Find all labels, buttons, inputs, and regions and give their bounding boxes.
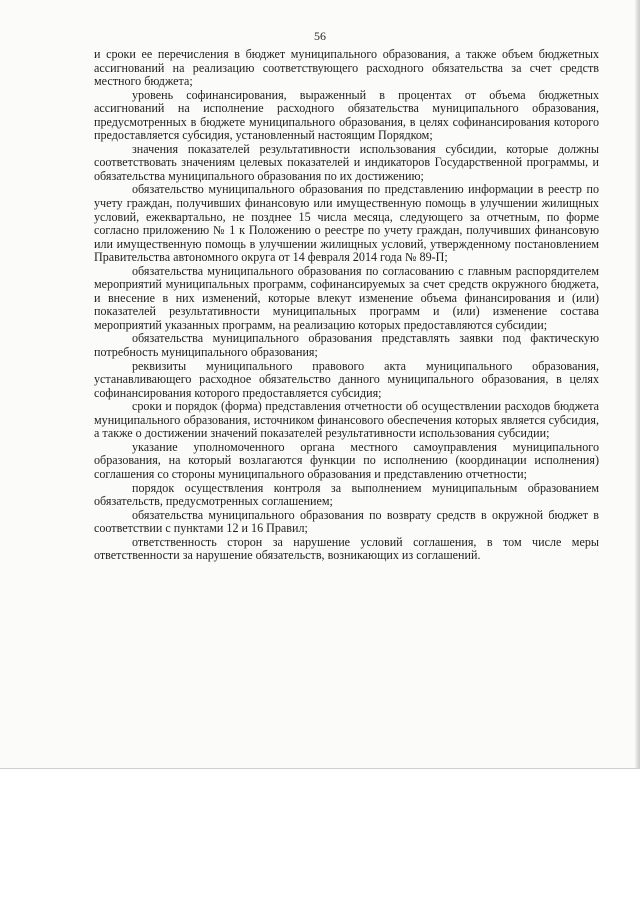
paragraph: значения показателей результативности использования субсидии, которые должны соответствовать значениям целевых показателей и индикаторов Государственной программы, и обязательства муниципального образования по их достижению;	[94, 141, 599, 183]
paragraph: обязательство муниципального образования по представлению информации в реестр по учету граждан, получивших финансовую или имущественную помощь в улучшении жилищных условий, ежеквартально, не позднее 15 числа месяца, следующего за отчетным, по форме согласно приложению № 1 к Положению о реестре по учету граждан, получивших финансовую или имущественную помощь в улучшении жилищных условий, утвержденному постановлением Правительства автономного округа от 14 февраля 2014 года № 89-П;	[94, 182, 599, 265]
paragraph: указание уполномоченного органа местного самоуправления муниципального образования, на который возлагаются функции по исполнению (координации исполнения) соглашения со стороны муниципального образования и представлению отчетности;	[94, 439, 599, 481]
paragraph: и сроки ее перечисления в бюджет муниципального образования, а также объем бюджетных ассигнований на реализацию соответствующего расходного обязательства за счет средств местного бюджета;	[94, 47, 599, 89]
paragraph: обязательства муниципального образования по согласованию с главным распорядителем мероприятий муниципальных программ, софинансируемых за счет средств окружного бюджета, и внесение в них изменений, которые влекут изменение объема финансирования и (или) показателей результативности муниципальных программ и (или) изменение состава мероприятий указанных программ, на реализацию которых предоставляются субсидии;	[94, 263, 599, 332]
paragraph: уровень софинансирования, выраженный в процентах от объема бюджетных ассигнований на исполнение расходного обязательства муниципального образования, предусмотренных в бюджете муниципального образования, в целях софинансирования которого предоставляется субсидия, установленный настоящим Порядком;	[94, 87, 599, 143]
paragraph: сроки и порядок (форма) представления отчетности об осуществлении расходов бюджета муниципального образования, источником финансового обеспечения которых является субсидия, а также о достижении значений показателей результативности использования субсидии;	[94, 399, 599, 441]
paragraph: ответственность сторон за нарушение условий соглашения, в том числе меры ответственности за нарушение обязательств, возникающих из соглашений.	[94, 534, 599, 563]
paragraph: реквизиты муниципального правового акта муниципального образования, устанавливающего расходное обязательство данного муниципального образования, в целях софинансирования которого предоставляется субсидия;	[94, 358, 599, 400]
paragraph: обязательства муниципального образования представлять заявки под фактическую потребность муниципального образования;	[94, 331, 599, 360]
document-body	[94, 48, 599, 563]
page-number: 56	[314, 29, 326, 43]
paragraph: порядок осуществления контроля за выполнением муниципальным образованием обязательств, предусмотренных соглашением;	[94, 480, 599, 509]
paragraph: обязательства муниципального образования по возврату средств в окружной бюджет в соответствии с пунктами 12 и 16 Правил;	[94, 507, 599, 536]
